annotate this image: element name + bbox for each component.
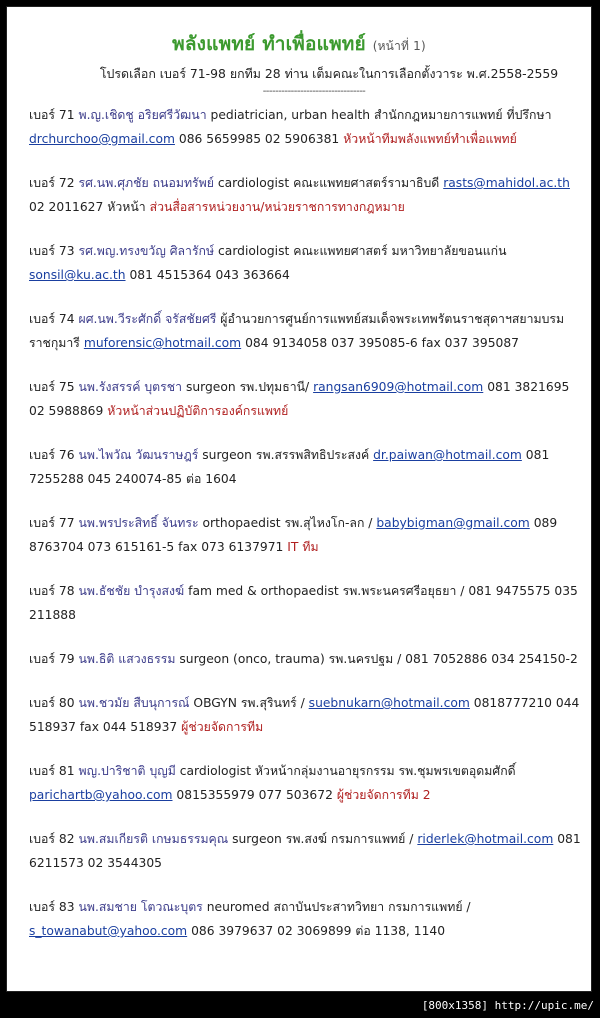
candidate-entry <box>29 511 583 559</box>
candidate-entry <box>29 375 583 423</box>
candidate-entry <box>29 759 583 807</box>
candidate-entry <box>29 103 583 151</box>
candidate-email-link[interactable]: s_towanabut@yahoo.com <box>29 924 188 938</box>
candidate-entry <box>29 443 583 491</box>
candidate-entry <box>29 691 583 739</box>
candidate-info: OBGYN รพ.สุรินทร์ / <box>193 696 305 710</box>
candidate-name: นพ.ธัชชัย บำรุงสงฆ์ <box>78 584 185 598</box>
candidate-name: นพ.ชวมัย สืบนุการณ์ <box>78 696 190 710</box>
candidate-phone: 081 4515364 043 363664 <box>129 268 290 282</box>
candidate-name: นพ.รังสรรค์ บุตรชา <box>78 380 183 394</box>
candidate-number: เบอร์ 83 <box>29 900 75 914</box>
candidate-phone: 0815355979 077 503672 <box>176 788 333 802</box>
candidate-role-note: ส่วนสื่อสารหน่วยงาน/หน่วยราชการทางกฎหมาย <box>149 200 405 214</box>
title-text: พลังแพทย์ ทำเพื่อแพทย์ <box>172 33 366 55</box>
page-subtitle: โปรดเลือก เบอร์ 71-98 ยกทีม 28 ท่าน เต็มคณะในการเลือกตั้งวาระ พ.ศ.2558-2559 <box>99 66 559 81</box>
candidate-info: cardiologist คณะแพทยศาสตร์ มหาวิทยาลัยขอนแก่น <box>218 244 507 258</box>
candidate-email-link[interactable]: rasts@mahidol.ac.th <box>443 176 570 190</box>
candidate-info: surgeon รพ.ปทุมธานี/ <box>185 380 310 394</box>
candidate-entry <box>29 171 583 219</box>
candidate-entry <box>29 895 583 943</box>
candidate-phone: 086 3979637 02 3069899 ต่อ 1138, 1140 <box>191 924 446 938</box>
candidate-email-link[interactable]: suebnukarn@hotmail.com <box>308 696 470 710</box>
candidate-phone: 086 5659985 02 5906381 <box>178 132 340 146</box>
candidate-role-note: ผู้ช่วยจัดการทีม <box>181 720 264 734</box>
candidate-email-link[interactable]: sonsil@ku.ac.th <box>29 268 126 282</box>
candidate-number: เบอร์ 78 <box>29 584 75 598</box>
candidate-email-link[interactable]: rangsan6909@hotmail.com <box>313 380 484 394</box>
candidate-info: surgeon (onco, trauma) รพ.นครปฐม / 081 7052886 034 254150-2 <box>179 652 578 666</box>
candidate-phone: 0818777210 044 518937 fax 044 518937 <box>29 696 580 734</box>
candidate-number: เบอร์ 81 <box>29 764 75 778</box>
document-page <box>6 6 592 992</box>
candidate-name: นพ.ธิติ แสวงธรรม <box>78 652 176 666</box>
candidate-phone: 081 7255288 045 240074-85 ต่อ 1604 <box>29 448 550 486</box>
candidate-email-link[interactable]: dr.paiwan@hotmail.com <box>373 448 522 462</box>
candidate-info: surgeon รพ.สรรพสิทธิประสงค์ <box>202 448 370 462</box>
candidate-name: นพ.สมชาย โตวณะบุตร <box>78 900 203 914</box>
candidate-email-link[interactable]: muforensic@hotmail.com <box>83 336 242 350</box>
candidate-number: เบอร์ 80 <box>29 696 75 710</box>
candidate-number: เบอร์ 72 <box>29 176 75 190</box>
candidate-role-note: ผู้ช่วยจัดการทีม 2 <box>336 788 431 802</box>
candidate-number: เบอร์ 77 <box>29 516 75 530</box>
candidate-info: cardiologist คณะแพทยศาสตร์รามาธิบดี <box>217 176 440 190</box>
candidate-email-link[interactable]: parichartb@yahoo.com <box>29 788 173 802</box>
candidate-role-note: IT ทีม <box>287 540 319 554</box>
candidate-entry <box>29 579 583 627</box>
candidate-number: เบอร์ 73 <box>29 244 75 258</box>
candidate-info: surgeon รพ.สงฆ์ กรมการแพทย์ / <box>232 832 414 846</box>
candidate-list <box>7 103 591 943</box>
candidate-email-link[interactable]: riderlek@hotmail.com <box>417 832 554 846</box>
page-number-note: (หน้าที่ 1) <box>372 39 426 53</box>
candidate-info: neuromed สถาบันประสาทวิทยา กรมการแพทย์ / <box>206 900 471 914</box>
candidate-phone: 02 2011627 หัวหน้า <box>29 200 146 214</box>
candidate-phone: 081 6211573 02 3544305 <box>29 832 581 870</box>
candidate-info: fam med & orthopaedist รพ.พระนครศรีอยุธยา / 081 9475575 035 211888 <box>29 584 578 622</box>
candidate-name: พญ.ปาริชาติ บุญมี <box>78 764 176 778</box>
image-host-watermark: [800x1358] http://upic.me/ <box>421 999 594 1012</box>
candidate-name: ผศ.นพ.วีระศักดิ์ จรัสชัยศรี <box>78 312 217 326</box>
candidate-entry <box>29 647 583 671</box>
candidate-number: เบอร์ 79 <box>29 652 75 666</box>
candidate-info: ผู้อำนวยการศูนย์การแพทย์สมเด็จพระเทพรัตนราชสุดาฯสยามบรมราชกุมารี <box>29 312 565 350</box>
candidate-entry <box>29 239 583 287</box>
page-title <box>7 29 591 59</box>
candidate-entry <box>29 827 583 875</box>
candidate-phone: 089 8763704 073 615161-5 fax 073 6137971 <box>29 516 558 554</box>
candidate-email-link[interactable]: drchurchoo@gmail.com <box>29 132 175 146</box>
candidate-name: พ.ญ.เชิดชู อริยศรีวัฒนา <box>78 108 207 122</box>
candidate-name: รศ.นพ.ศุภชัย ถนอมทรัพย์ <box>78 176 214 190</box>
candidate-email-link[interactable]: babybigman@gmail.com <box>376 516 530 530</box>
candidate-info: orthopaedist รพ.สุไหงโก-ลก / <box>202 516 373 530</box>
candidate-role-note: หัวหน้าทีมพลังแพทย์ทำเพื่อแพทย์ <box>343 132 517 146</box>
candidate-info: cardiologist หัวหน้ากลุ่มงานอายุรกรรม รพ.ชุมพรเขตอุดมศักดิ์ <box>179 764 516 778</box>
candidate-number: เบอร์ 82 <box>29 832 75 846</box>
candidate-number: เบอร์ 71 <box>29 108 75 122</box>
candidate-phone: 081 3821695 02 5988869 <box>29 380 570 418</box>
divider-line: --------------------------------- <box>262 86 366 97</box>
candidate-info: pediatrician, urban health สำนักกฎหมายการแพทย์ ที่ปรึกษา <box>210 108 552 122</box>
candidate-role-note: หัวหน้าส่วนปฏิบัติการองค์กรแพทย์ <box>107 404 289 418</box>
candidate-name: นพ.สมเกียรติ เกษมธรรมคุณ <box>78 832 229 846</box>
candidate-number: เบอร์ 75 <box>29 380 75 394</box>
candidate-number: เบอร์ 76 <box>29 448 75 462</box>
candidate-name: นพ.ไพวัณ วัฒนราษฎร์ <box>78 448 199 462</box>
candidate-name: นพ.พรประสิทธิ์ จันทระ <box>78 516 199 530</box>
candidate-number: เบอร์ 74 <box>29 312 75 326</box>
candidate-name: รศ.พญ.ทรงขวัญ ศิลารักษ์ <box>78 244 215 258</box>
candidate-entry <box>29 307 583 355</box>
candidate-phone: 084 9134058 037 395085-6 fax 037 395087 <box>245 336 519 350</box>
